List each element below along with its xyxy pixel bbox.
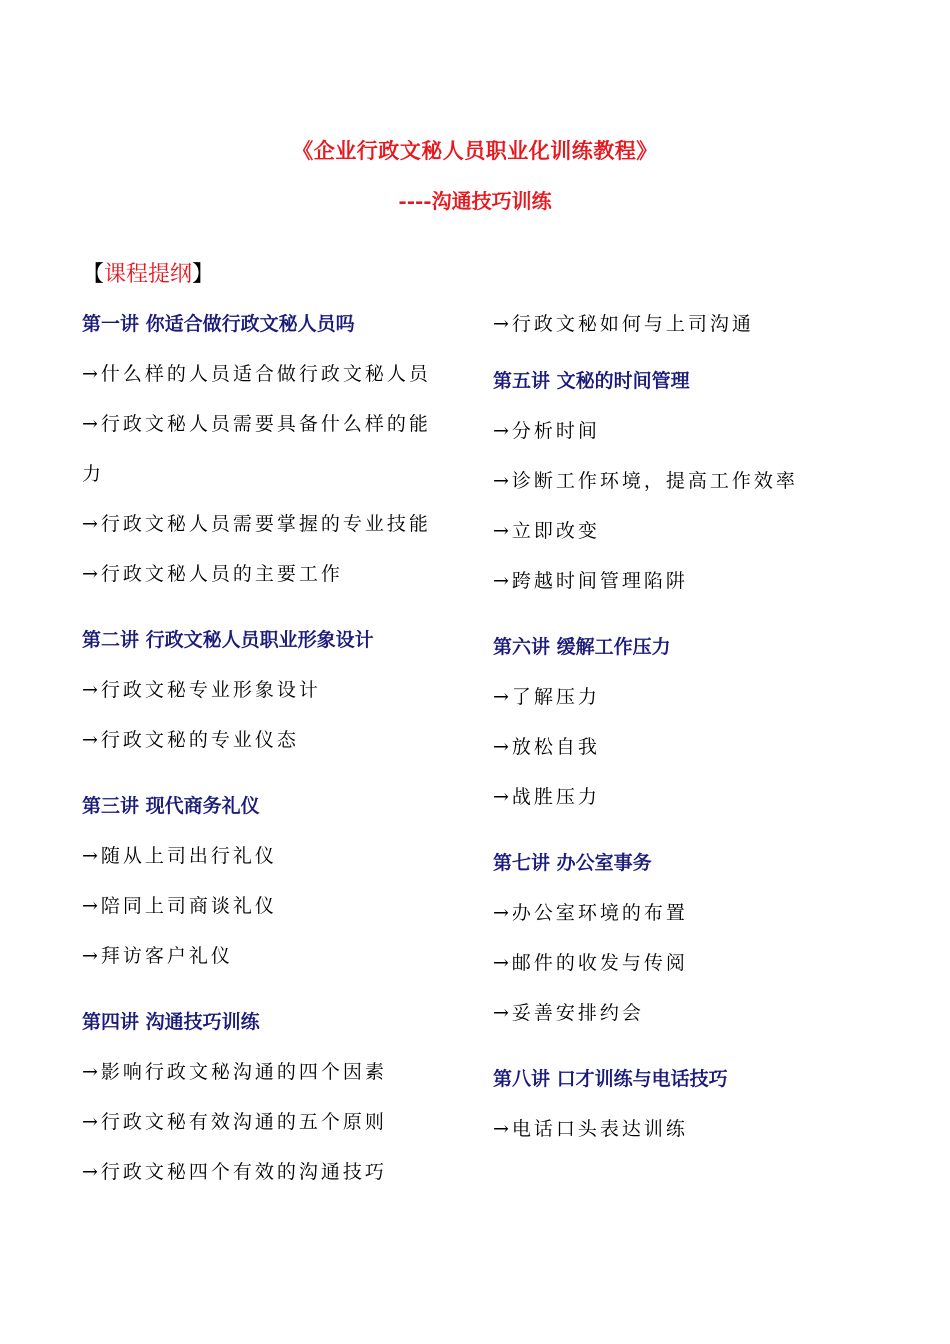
lecture-item: →陪同上司商谈礼仪 (82, 895, 277, 917)
lecture-item: →拜访客户礼仪 (82, 945, 233, 967)
lecture-item: →分析时间 (493, 420, 600, 442)
lecture-4-continued (493, 308, 863, 340)
lecture-item: →跨越时间管理陷阱 (493, 570, 688, 592)
lecture-8 (493, 1063, 863, 1154)
lecture-item: →妥善安排约会 (493, 1002, 644, 1024)
outline-heading-text: 【课程提纲】 (82, 262, 215, 287)
lecture-item: →随从上司出行礼仪 (82, 845, 277, 867)
lecture-item: →影响行政文秘沟通的四个因素 (82, 1061, 387, 1083)
lecture-item: →行政文秘专业形象设计 (82, 679, 321, 701)
lecture-6-title: 第六讲 缓解工作压力 (493, 636, 671, 658)
lecture-item: →诊断工作环境，提高工作效率 (493, 470, 798, 492)
lecture-5-title: 第五讲 文秘的时间管理 (493, 370, 690, 392)
lecture-item: →电话口头表达训练 (493, 1118, 688, 1140)
lecture-item: →行政文秘人员需要具备什么样的能力 (82, 413, 431, 485)
lecture-item: →行政文秘如何与上司沟通 (493, 313, 754, 335)
lecture-3-title: 第三讲 现代商务礼仪 (82, 795, 260, 817)
lecture-item: →放松自我 (493, 736, 600, 758)
lecture-2 (82, 624, 452, 765)
lecture-7-title: 第七讲 办公室事务 (493, 852, 652, 874)
lecture-1-title: 第一讲 你适合做行政文秘人员吗 (82, 313, 355, 335)
lecture-2-title: 第二讲 行政文秘人员职业形象设计 (82, 629, 374, 651)
lecture-item: →行政文秘人员需要掌握的专业技能 (82, 513, 431, 535)
outline-heading (82, 260, 214, 290)
outline-right-column (493, 308, 863, 1179)
lecture-6 (493, 631, 863, 822)
lecture-4-title: 第四讲 沟通技巧训练 (82, 1011, 260, 1033)
lecture-item: →什么样的人员适合做行政文秘人员 (82, 363, 431, 385)
outline-left-column (82, 308, 452, 1222)
lecture-item: →了解压力 (493, 686, 600, 708)
course-subtitle: ----沟通技巧训练 (398, 189, 552, 213)
lecture-item: →邮件的收发与传阅 (493, 952, 688, 974)
lecture-item: →办公室环境的布置 (493, 902, 688, 924)
lecture-item: →行政文秘有效沟通的五个原则 (82, 1111, 387, 1133)
lecture-3 (82, 790, 452, 981)
lecture-5 (493, 365, 863, 606)
lecture-item: →立即改变 (493, 520, 600, 542)
course-title: 《企业行政文秘人员职业化训练教程》 (292, 138, 658, 163)
lecture-item: →行政文秘人员的主要工作 (82, 563, 343, 585)
lecture-item: →战胜压力 (493, 786, 600, 808)
lecture-item: →行政文秘的专业仪态 (82, 729, 299, 751)
lecture-4 (82, 1006, 452, 1197)
lecture-7 (493, 847, 863, 1038)
lecture-item: →行政文秘四个有效的沟通技巧 (82, 1161, 387, 1183)
lecture-8-title: 第八讲 口才训练与电话技巧 (493, 1068, 728, 1090)
lecture-1 (82, 308, 452, 599)
